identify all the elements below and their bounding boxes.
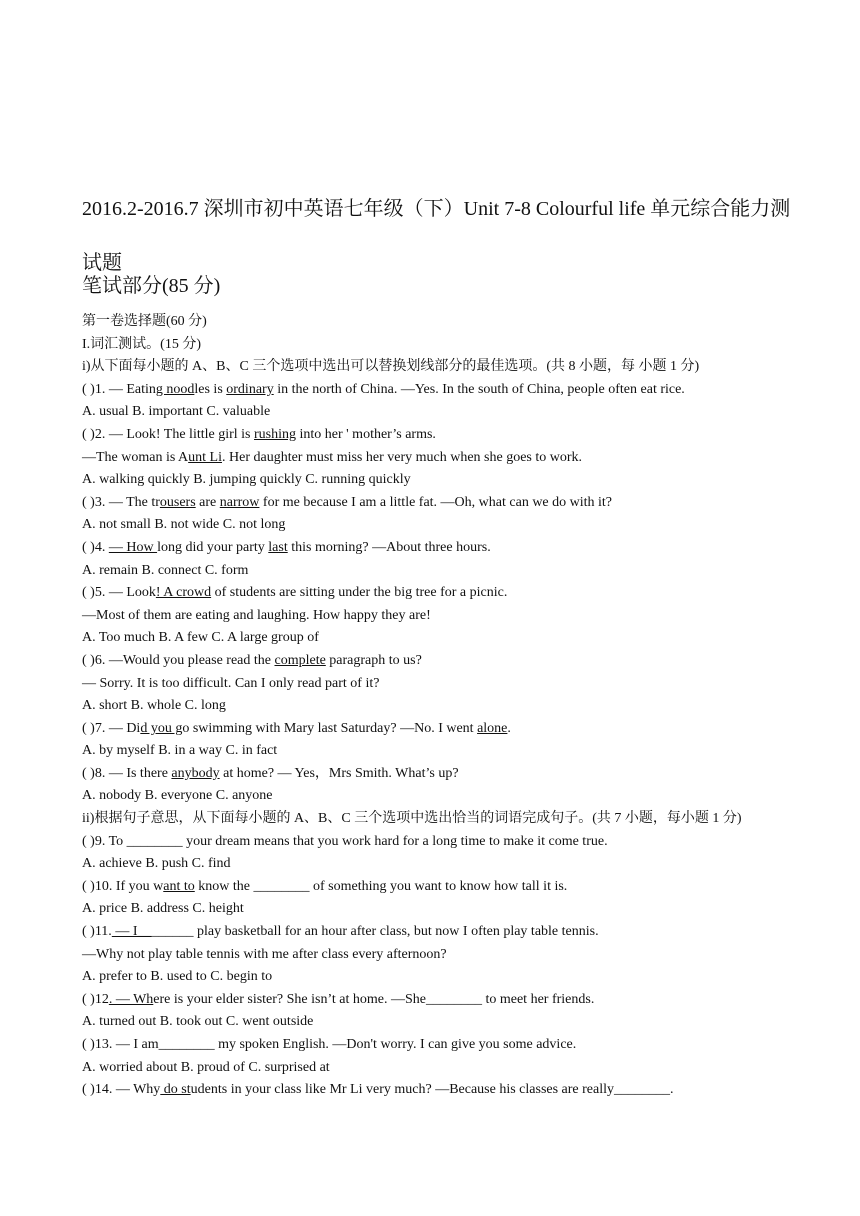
underlined-phrase: ! A crowd [155,585,212,601]
question-10: ( )10. If you want to know the ________ of something you want to know how tall it is. [82,878,568,894]
exam-content [82,311,782,1102]
question-6: ( )6. —Would you please read the complete paragraph to us? [82,652,422,668]
question-6-reply: — Sorry. It is too difficult. Can I only read part of it? [82,675,380,691]
question-11-reply: —Why not play table tennis with me after class every afternoon? [82,946,447,962]
question-8-options: A. nobody B. everyone C. anyone [82,788,273,804]
question-2: ( )2. — Look! The little girl is rushing into her ' mother’s arms. [82,426,436,442]
question-13-options: A. worried about B. proud of C. surprised at [82,1059,330,1075]
section-heading-written: 笔试部分(85 分) [82,275,221,297]
question-12: ( )12. — Where is your elder sister? She isn’t at home. —She________ to meet her friends. [82,991,595,1007]
question-11: ( )11. — I________ play basketball for an hour after class, but now I often play table tennis. [82,924,599,940]
underlined-phrase: do st [160,1082,191,1098]
question-14: ( )14. — Why do students in your class like Mr Li very much? —Because his classes are really________. [82,1082,674,1098]
underlined-phrase: d you g [140,720,183,736]
underlined-phrase: rushing [254,426,296,442]
question-8: ( )8. — Is there anybody at home? — Yes，Mrs Smith. What’s up? [82,765,459,781]
part-i-instruction: i)从下面每小题的 A、B、C 三个选项中选出可以替换划线部分的最佳选项。(共 8 小题，每 小题 1 分) [82,359,700,375]
underlined-phrase: . — Wh [108,991,154,1007]
volume-heading: 第一卷选择题(60 分) [82,314,207,329]
question-6-options: A. short B. whole C. long [82,698,226,714]
question-11-options: A. prefer to B. used to C. begin to [82,969,273,985]
question-3-options: A. not small B. not wide C. not long [82,517,286,533]
part-heading: I.词汇测试。(15 分) [82,336,201,352]
question-10-options: A. price B. address C. height [82,901,244,917]
question-1: ( )1. — Eating noodles is ordinary in the north of China. —Yes. In the south of China, people often eat rice. [82,381,685,397]
underlined-phrase: complete [274,652,326,668]
question-4: ( )4. — How long did your party last this morning? —About three hours. [82,539,491,555]
question-9: ( )9. To ________ your dream means that you work hard for a long time to make it come true. [82,833,608,849]
question-1-options: A. usual B. important C. valuable [82,404,271,420]
question-7-options: A. by myself B. in a way C. in fact [82,743,278,759]
question-12-options: A. turned out B. took out C. went outside [82,1014,314,1030]
underlined-phrase: g nood [155,381,195,397]
question-13: ( )13. — I am________ my spoken English. —Don't worry. I can give you some advice. [82,1037,577,1052]
question-5: ( )5. — Look! A crowd of students are sitting under the big tree for a picnic. [82,585,508,601]
underlined-phrase: unt Li [188,449,222,465]
part-ii-instruction: ii)根据句子意思，从下面每小题的 A、B、C 三个选项中选出恰当的词语完成句子。(共 7 小题，每小题 1 分) [82,811,742,827]
underlined-phrase: — I__ [111,924,152,940]
question-9-options: A. achieve B. push C. find [82,856,231,872]
underlined-phrase: — How [108,539,158,555]
question-2-options: A. walking quickly B. jumping quickly C. running quickly [82,472,411,488]
underlined-phrase: narrow [219,494,260,510]
underlined-phrase: ordinary [226,381,274,397]
question-2-reply: —The woman is Aunt Li. Her daughter must miss her very much when she goes to work. [82,449,583,465]
question-5-options: A. Too much B. A few C. A large group of [82,630,319,646]
question-3: ( )3. — The trousers are narrow for me because I am a little fat. —Oh, what can we do with it? [82,494,613,510]
underlined-phrase: ant to [163,878,195,894]
document-title: 2016.2-2016.7 深圳市初中英语七年级（下）Unit 7-8 Colourful life 单元综合能力测试题 [82,198,791,274]
question-7: ( )7. — Did you go swimming with Mary last Saturday? —No. I went alone. [82,720,511,736]
underlined-phrase: anybody [171,765,220,781]
question-5-reply: —Most of them are eating and laughing. How happy they are! [82,607,431,623]
question-4-options: A. remain B. connect C. form [82,562,249,578]
underlined-phrase: alone [477,720,508,736]
underlined-phrase: ousers [159,494,196,510]
underlined-phrase: last [268,539,288,555]
